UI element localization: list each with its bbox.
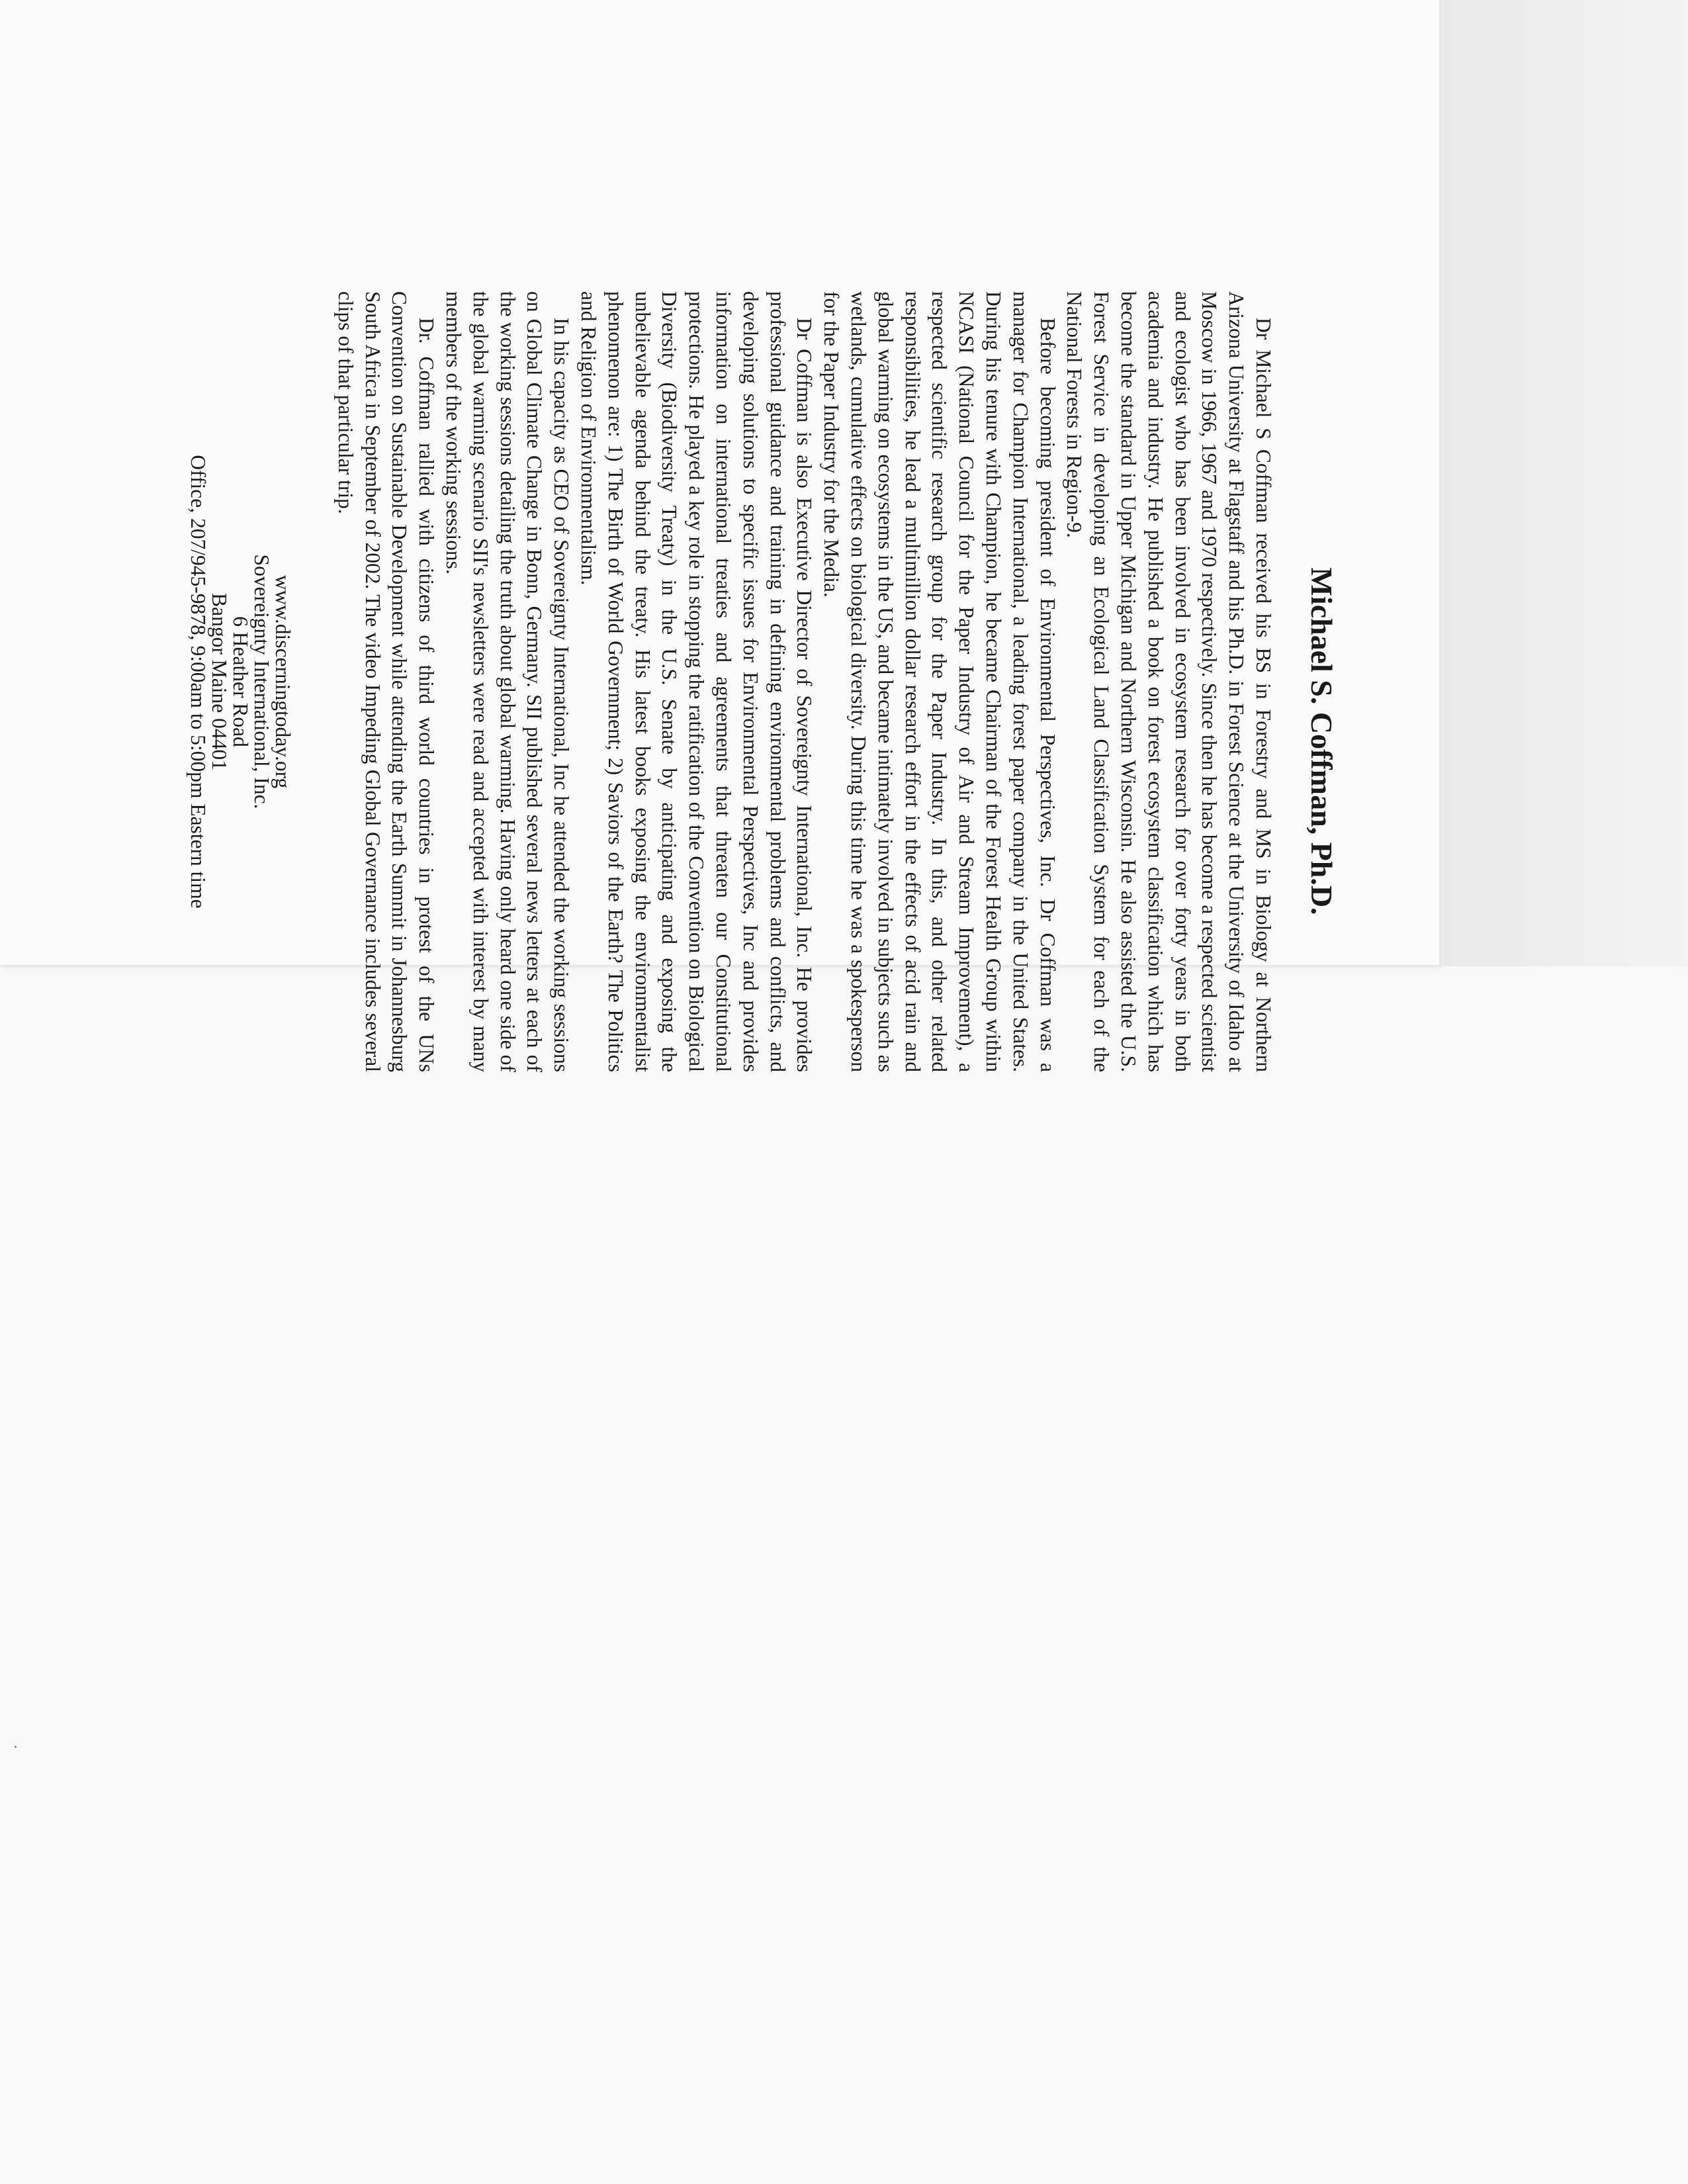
bio-paragraph-2: Before becoming president of Environmental Perspectives, Inc. Dr Coffman was a manager for Champion International, a leading forest paper company in the United States. During his tenure with Champion, he became Chairman of the Forest Health Group within NCASI (National Council for the Paper Industry of Air and Stream Improvement), a respected scientific research group for the Paper Industry. In this, and other related responsibilities, he lead a multimillion dollar research effort in the effects of acid rain and global warming on ecosystems in the US, and became intimately involved in subjects such as wetlands, cumulative effects on biological diversity. During this time he was a spokesperson for the Paper Industry for the Media. xyxy=(820,291,1059,1072)
rotated-document xyxy=(99,0,1370,1072)
contact-block xyxy=(187,291,293,1072)
contact-street: 6 Heather Road xyxy=(229,616,253,747)
bio-paragraph-5: Dr. Coffman rallied with citizens of third world countries in protest of the UNs Convention on Sustainable Development while attending the Earth Summit in Johannesburg South Africa in September of 2002. The video Impeding Global Governance includes several clips of that particular trip. xyxy=(333,291,439,1072)
contact-website: www.discerningtoday.org xyxy=(271,574,295,789)
contact-city: Bangor Maine 04401 xyxy=(208,593,232,770)
bio-paragraph-1: Dr Michael S Coffman received his BS in Forestry and MS in Biology at Northern Arizona University at Flagstaff and his Ph.D. in Forest Science at the University of Idaho at Moscow in 1966, 1967 and 1970 respectively. Since then he has become a respected scientist and ecologist who has been involved in ecosystem research for over forty years in both academia and industry. He published a book on forest ecosystem classification which has become the standard in Upper Michigan and Northern Wisconsin. He also assisted the U.S. Forest Service in developing an Ecological Land Classification System for each of the National Forests in Region-9. xyxy=(1063,291,1275,1072)
bio-content xyxy=(187,291,1340,1072)
contact-office: Office, 207/945-9878, 9:00am to 5:00pm Eastern time xyxy=(187,455,210,909)
bio-paragraph-3: Dr Coffman is also Executive Director of Sovereignty International, Inc. He provides professional guidance and training in defining environmental problems and conflicts, and developing solutions to specific issues for Environmental Perspectives, Inc and provides information on international treaties and agreements that threaten our Constitutional protections. He played a key role in stopping the ratification of the Convention on Biological Diversity (Biodiversity Treaty) in the U.S. Senate by anticipating and exposing the unbelievable agenda behind the treaty. His latest books exposing the environmentalist phenomenon are: 1) The Birth of World Government; 2) Saviors of the Earth? The Politics and Religion of Environmentalism. xyxy=(577,291,817,1072)
bio-paragraph-4: In his capacity as CEO of Sovereignty International, Inc he attended the working sessions on Global Climate Change in Bonn, Germany. SII published several news letters at each of the working sessions detailing the truth about global warming. Having only heard one side of the global warming scenario SII's newsletters were read and accepted with interest by many members of the working sessions. xyxy=(442,291,574,1072)
scanner-shadow xyxy=(1441,0,1688,966)
scan-speck xyxy=(15,1746,17,1748)
document-title: Michael S. Coffman, Ph.D. xyxy=(1305,567,1339,915)
contact-organization: Sovereignty International, Inc. xyxy=(250,554,274,809)
